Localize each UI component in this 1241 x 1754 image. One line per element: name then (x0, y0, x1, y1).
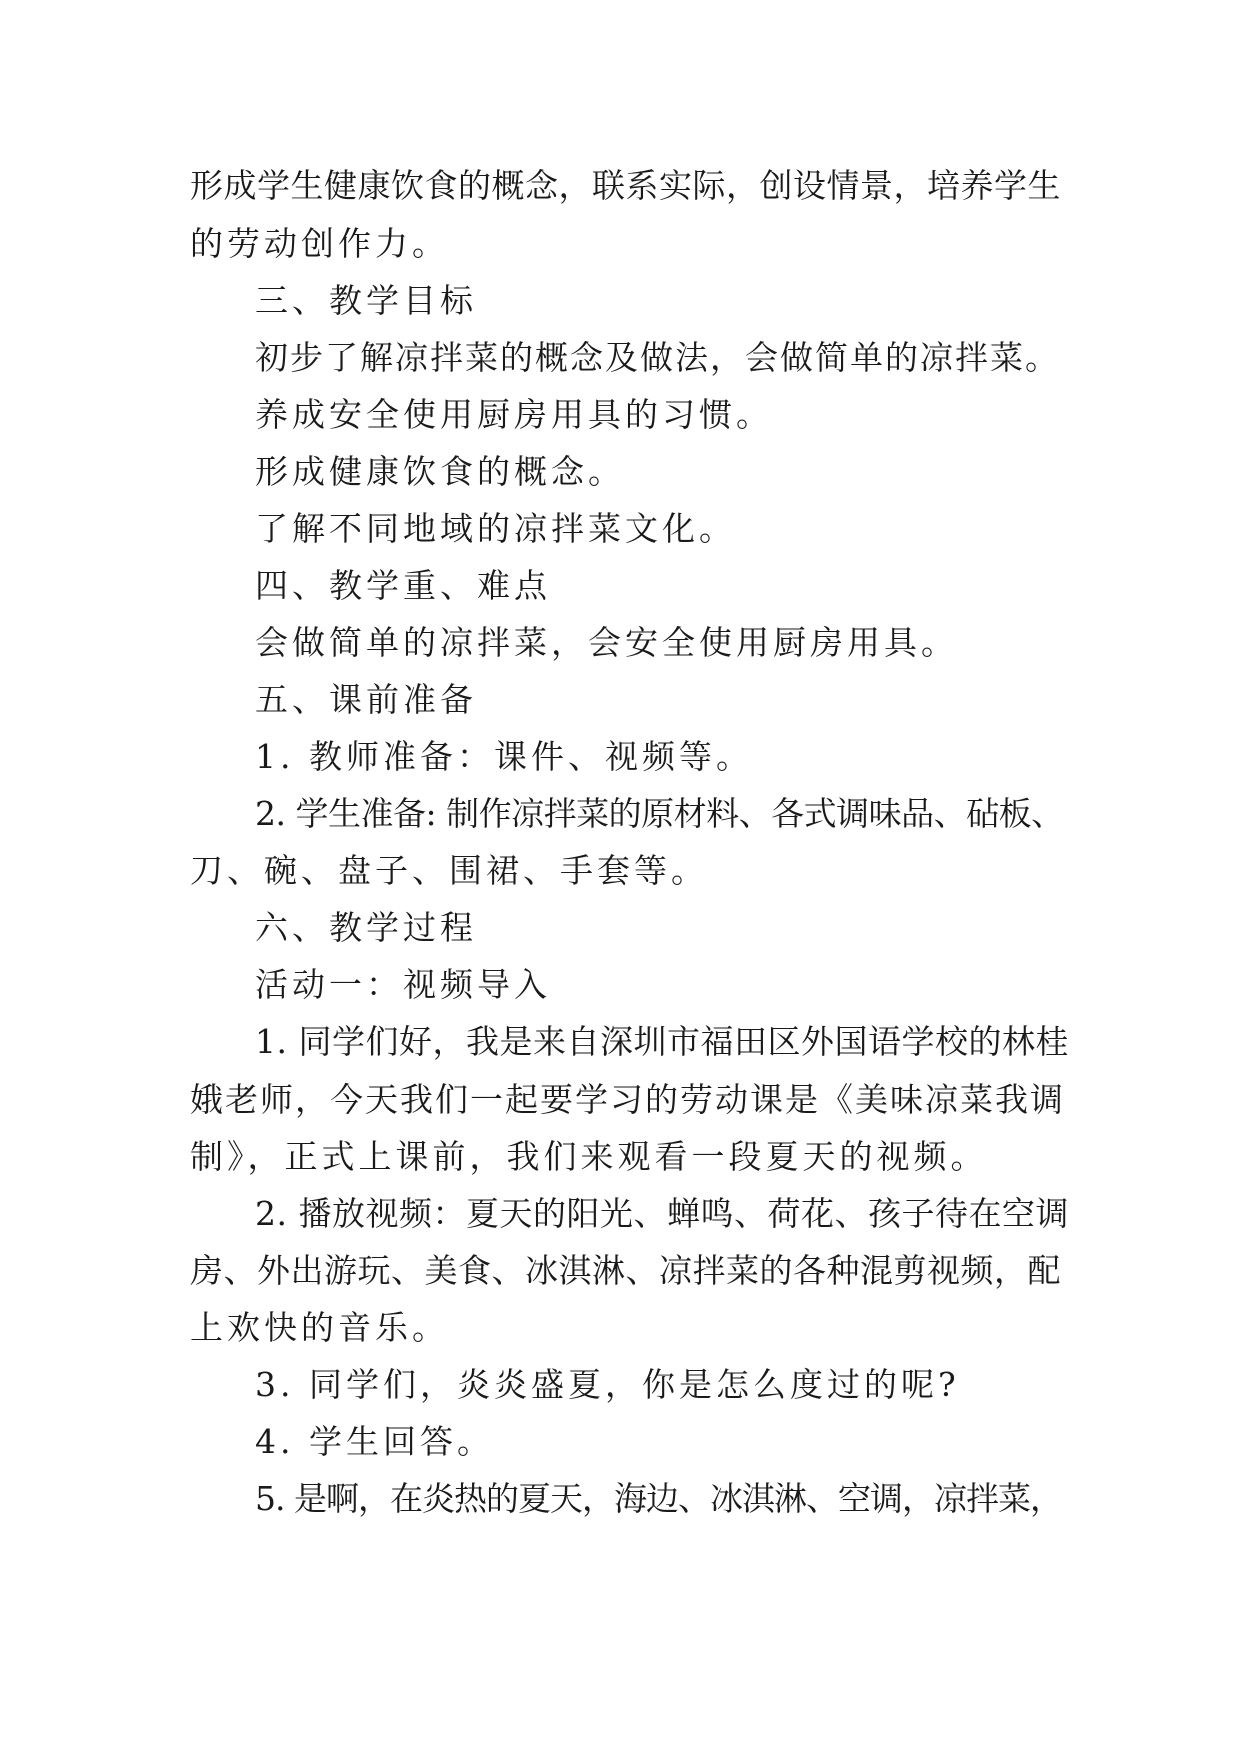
list-item: 2. 播放视频：夏天的阳光、蝉鸣、荷花、孩子待在空调 (255, 1194, 1069, 1233)
list-item: 3. 同学们，炎炎盛夏，你是怎么度过的呢? (255, 1365, 960, 1404)
body-line: 制》，正式上课前，我们来观看一段夏天的视频。 (190, 1137, 988, 1176)
body-line: 的劳动创作力。 (190, 224, 449, 263)
list-item: 5. 是啊，在炎热的夏天，海边、冰淇淋、空调，凉拌菜， (255, 1479, 1062, 1518)
body-line: 娥老师，今天我们一起要学习的劳动课是《美味凉菜我调 (190, 1080, 1065, 1119)
body-line: 刀、碗、盘子、围裙、手套等。 (190, 851, 708, 890)
body-line: 会做简单的凉拌菜，会安全使用厨房用具。 (255, 623, 958, 662)
section-heading: 五、课前准备 (255, 680, 477, 719)
list-item: 4. 学生回答。 (255, 1422, 494, 1461)
body-line: 形成健康饮食的概念。 (255, 452, 625, 491)
subsection-heading: 活动一：视频导入 (255, 965, 551, 1004)
section-heading: 四、教学重、难点 (255, 566, 551, 605)
body-line: 初步了解凉拌菜的概念及做法，会做简单的凉拌菜。 (255, 338, 1060, 377)
list-item: 1. 教师准备：课件、视频等。 (255, 737, 753, 776)
list-item: 2. 学生准备: 制作凉拌菜的原材料、各式调味品、砧板、 (255, 794, 1064, 833)
body-line: 养成安全使用厨房用具的习惯。 (255, 395, 773, 434)
list-item: 1. 同学们好，我是来自深圳市福田区外国语学校的林桂 (255, 1022, 1069, 1061)
section-heading: 三、教学目标 (255, 281, 477, 320)
body-line: 形成学生健康饮食的概念，联系实际，创设情景，培养学生 (190, 166, 1061, 205)
section-heading: 六、教学过程 (255, 908, 477, 947)
body-line: 房、外出游玩、美食、冰淇淋、凉拌菜的各种混剪视频，配 (190, 1251, 1061, 1290)
body-line: 上欢快的音乐。 (190, 1308, 449, 1347)
body-line: 了解不同地域的凉拌菜文化。 (255, 509, 736, 548)
